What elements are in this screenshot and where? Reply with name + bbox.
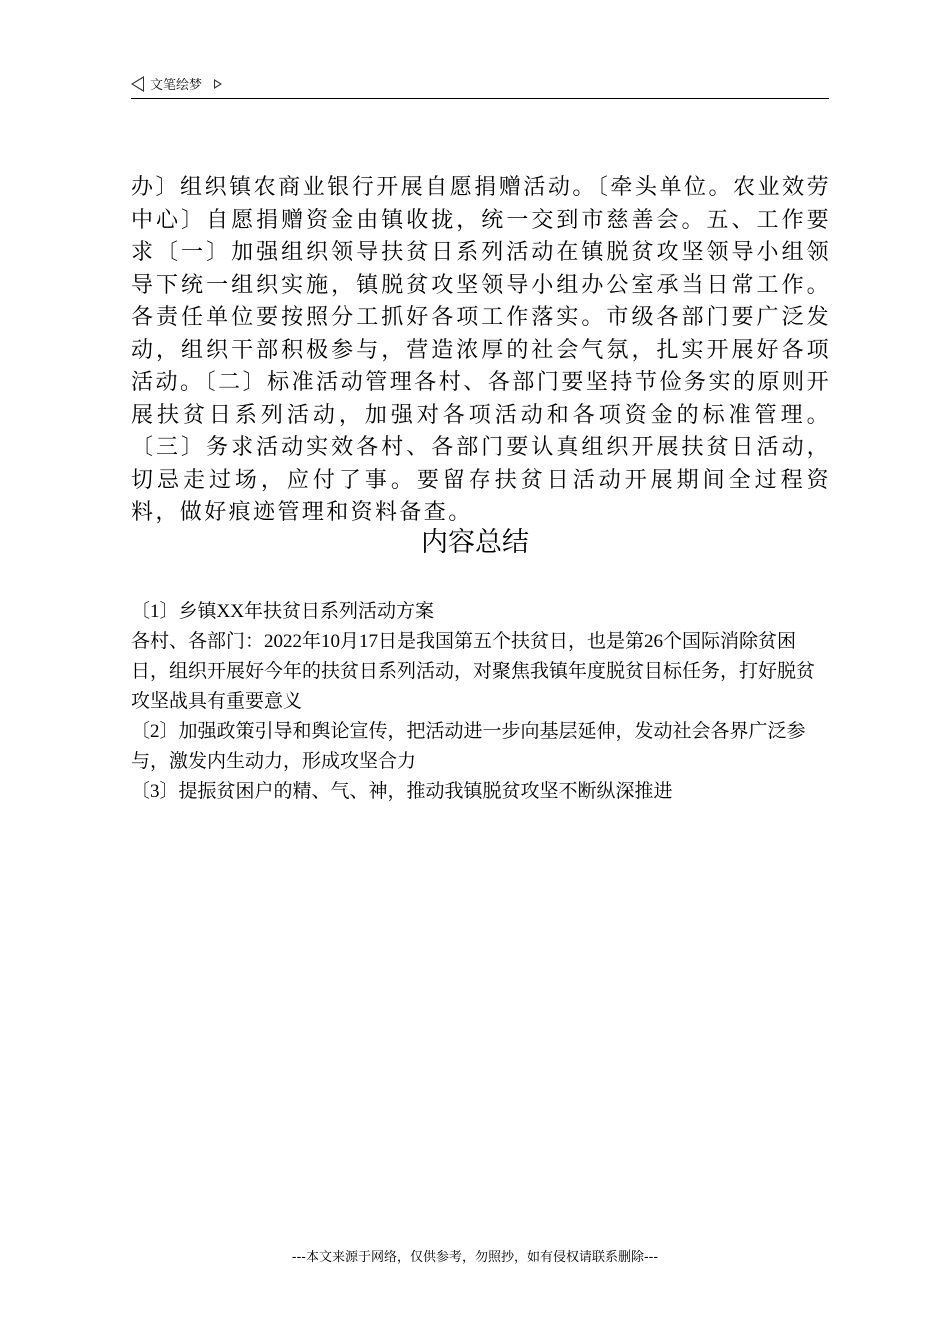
summary-item: 〔1〕乡镇XX年扶贫日系列活动方案	[131, 601, 434, 622]
triangle-left-icon	[131, 76, 144, 92]
header-brand	[131, 74, 222, 93]
summary-title: 内容总结	[421, 527, 529, 557]
footer-disclaimer: ---本文来源于网络，仅供参考，勿照抄，如有侵权请联系删除---	[291, 1250, 659, 1265]
page-header	[131, 72, 829, 99]
summary-item: 〔3〕提振贫困户的精、气、神，推动我镇脱贫攻坚不断纵深推进	[131, 781, 673, 802]
summary-item: 〔2〕加强政策引导和舆论宣传，把活动进一步向基层延伸，发动社会各界广泛参与，激发内生动力，形成攻坚合力	[131, 721, 806, 772]
body-paragraph: 办〕组织镇农商业银行开展自愿捐赠活动。〔牵头单位。农业效劳中心〕自愿捐赠资金由镇收拢，统一交到市慈善会。五、工作要求〔一〕加强组织领导扶贫日系列活动在镇脱贫攻坚领导小组领导下统一组织实施，镇脱贫攻坚领导小组办公室承当日常工作。各责任单位要按照分工抓好各项工作落实。市级各部门要广泛发动，组织干部积极参与，营造浓厚的社会气氛，扎实开展好各项活动。〔二〕标准活动管理各村、各部门要坚持节俭务实的原则开展扶贫日系列活动，加强对各项活动和各项资金的标准管理。〔三〕务求活动实效各村、各部门要认真组织开展扶贫日活动，切忌走过场，应付了事。要留存扶贫日活动开展期间全过程资料，做好痕迹管理和资料备查。	[131, 175, 831, 525]
brand-name: 文笔绘梦	[150, 78, 203, 93]
triangle-right-icon	[214, 79, 222, 89]
summary-list	[131, 597, 831, 807]
summary-item: 各村、各部门：2022年10月17日是我国第五个扶贫日，也是第26个国际消除贫困日，组织开展好今年的扶贫日系列活动，对聚焦我镇年度脱贫目标任务，打好脱贫攻坚战具有重要意义	[131, 631, 816, 712]
